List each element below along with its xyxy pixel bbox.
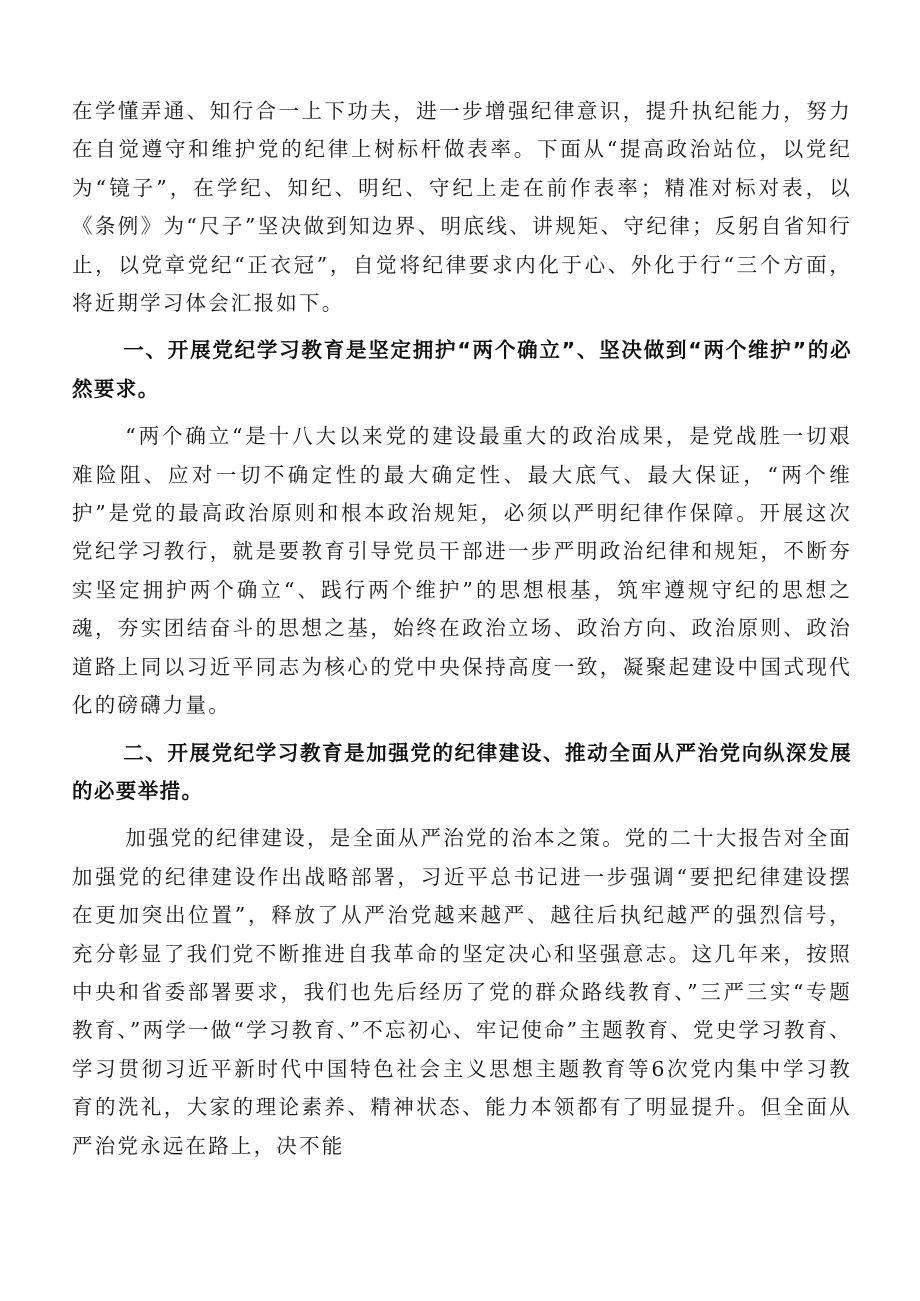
section-body-2: 加强党的纪律建设，是全面从严治党的治本之策。党的二十大报告对全面加强党的纪律建设作出战略部署，习近平总书记进一步强调“要把纪律建设摆在更加突出位置”，释放了从严治党越来越严、越往后执纪越严的强烈信号，充分彰显了我们党不断推进自我革命的坚定决心和坚强意志。这几年来，按照中央和省委部署要求，我们也先后经历了党的群众路线教育、”三严三实“专题教育、”两学一做“学习教育、”不忘初心、牢记使命”主题教育、党史学习教育、学习贯彻习近平新时代中国特色社会主义思想主题教育等6次党内集中学习教育的洗礼，大家的理论素养、精神状态、能力本领都有了明显提升。但全面从严治党永远在路上，决不能 [72, 826, 852, 1158]
section-heading-1: 一、开展党纪学习教育是坚定拥护“两个确立”、坚决做到“两个维护”的必然要求。 [72, 338, 852, 401]
document-page [72, 92, 852, 1165]
section-body-1: “两个确立“是十八大以来党的建设最重大的政治成果，是党战胜一切艰难险阻、应对一切不确定性的最大确定性、最大底气、最大保证，“两个维护”是党的最高政治原则和根本政治规矩，必须以严明纪律作保障。开展这次党纪学习教行，就是要教育引导党员干部进一步严明政治纪律和规矩，不断夯实坚定拥护两个确立“、践行两个维护”的思想根基，筑牢遵规守纪的思想之魂，夯实团结奋斗的思想之基，始终在政治立场、政治方向、政治原则、政治道路上同以习近平同志为核心的党中央保持高度一致，凝聚起建设中国式现代化的磅礴力量。 [72, 424, 852, 718]
intro-paragraph: 在学懂弄通、知行合一上下功夫，进一步增强纪律意识，提升执纪能力，努力在自觉遵守和维护党的纪律上树标杆做表率。下面从“提高政治站位，以党纪为“镜子”，在学纪、知纪、明纪、守纪上走在前作表率；精准对标对表，以《条例》为“尺子”坚决做到知边界、明底线、讲规矩、守纪律；反躬自省知行止，以党章党纪“正衣冠”，自觉将纪律要求内化于心、外化于行“三个方面，将近期学习体会汇报如下。 [72, 99, 852, 316]
section-heading-2: 二、开展党纪学习教育是加强党的纪律建设、推动全面从严治党向纵深发展的必要举措。 [72, 740, 852, 803]
